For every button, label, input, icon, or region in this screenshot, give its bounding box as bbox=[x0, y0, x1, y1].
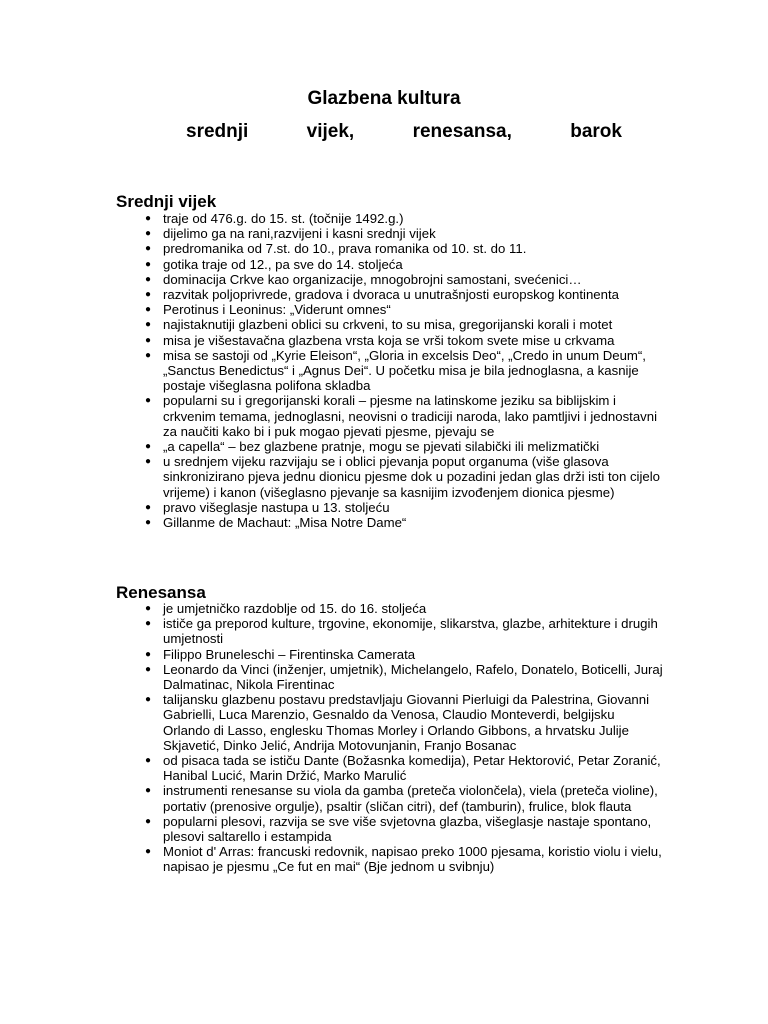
list-item-text: pravo višeglasje nastupa u 13. stoljeću bbox=[163, 499, 390, 515]
list-item-text: u srednjem vijeku razvijaju se i oblici pjevanja poput organuma (više glasova sinkronizirano pjeva jednu dionicu pjesme dok u pozadini jedan glas drži isti ton cijelo vrijeme) i kanon (višeglasno pjevanje sa kasnijim izvođenjem dionica pjesme) bbox=[163, 454, 661, 500]
section-heading-renesansa: Renesansa bbox=[116, 583, 206, 602]
bullet-icon: ● bbox=[145, 603, 152, 614]
bullet-list-srednji-vijek bbox=[145, 211, 665, 530]
list-item bbox=[145, 692, 665, 753]
list-item-text: dijelimo ga na rani,razvijeni i kasni srednji vijek bbox=[163, 226, 436, 242]
list-item bbox=[145, 844, 665, 874]
list-item-text: Filippo Bruneleschi – Firentinska Camerata bbox=[163, 646, 416, 662]
bullet-icon: ● bbox=[145, 618, 152, 630]
bullet-icon: ● bbox=[145, 319, 152, 331]
list-item bbox=[145, 439, 665, 454]
bullet-icon: ● bbox=[145, 815, 152, 827]
bullet-icon: ● bbox=[145, 694, 152, 706]
section-heading-srednji-vijek: Srednji vijek bbox=[116, 192, 217, 211]
bullet-icon: ● bbox=[145, 785, 152, 797]
bullet-icon: ● bbox=[145, 213, 152, 224]
bullet-icon: ● bbox=[145, 349, 152, 361]
list-item-text: ističe ga preporod kulture, trgovine, ekonomije, slikarstva, glazbe, arhitekture i drugih umjetnosti bbox=[163, 616, 658, 647]
list-item bbox=[145, 287, 665, 302]
list-item-text: Gillanme de Machaut: „Misa Notre Dame“ bbox=[163, 515, 407, 531]
list-item bbox=[145, 616, 665, 646]
document-title: Glazbena kultura bbox=[307, 88, 461, 109]
bullet-icon: ● bbox=[145, 273, 152, 285]
list-item-text: Perotinus i Leoninus: „Viderunt omnes“ bbox=[163, 302, 391, 318]
list-item bbox=[145, 241, 665, 256]
bullet-icon: ● bbox=[145, 441, 152, 453]
list-item bbox=[145, 753, 665, 783]
bullet-icon: ● bbox=[145, 243, 152, 255]
list-item bbox=[145, 317, 665, 332]
list-item-text: misa se sastoji od „Kyrie Eleison“, „Gloria in excelsis Deo“, „Credo in unum Deum“, „Sanctus Benedictus“ i „Agnus Dei“. U početku misa je bila jednoglasna, a kasnije postaje višeglasna polifona skladba bbox=[163, 347, 646, 394]
subtitle-word: renesansa, bbox=[412, 121, 512, 142]
bullet-icon: ● bbox=[145, 395, 152, 407]
list-item bbox=[145, 226, 665, 241]
bullet-icon: ● bbox=[145, 304, 152, 316]
bullet-icon: ● bbox=[145, 334, 152, 346]
bullet-list-renesansa bbox=[145, 601, 665, 875]
list-item bbox=[145, 302, 665, 317]
list-item-text: Leonardo da Vinci (inženjer, umjetnik), Michelangelo, Rafelo, Donatelo, Boticelli, Juraj Dalmatinac, Nikola Firentinac bbox=[163, 661, 663, 693]
list-item-text: je umjetničko razdoblje od 15. do 16. stoljeća bbox=[163, 601, 427, 616]
list-item bbox=[145, 211, 665, 226]
list-item-text: talijansku glazbenu postavu predstavljaju Giovanni Pierluigi da Palestrina, Giovanni Gabrielli, Luca Marenzio, Gesnaldo da Venosa, Claudio Monteverdi, belgijsku Orlando di Lasso, englesku Thomas Morley i Orlando Gibbons, a hrvatsku Julije Skjavetić, Dinko Jelić, Andrija Motovunjanin, Franjo Bosanac bbox=[163, 692, 650, 753]
bullet-icon: ● bbox=[145, 456, 152, 468]
subtitle-word: srednji bbox=[186, 121, 249, 142]
list-item bbox=[145, 814, 665, 844]
list-item bbox=[145, 515, 665, 530]
list-item bbox=[145, 601, 665, 616]
list-item bbox=[145, 662, 665, 692]
list-item-text: razvitak poljoprivrede, gradova i dvoraca u unutrašnjosti europskog kontinenta bbox=[163, 287, 619, 303]
list-item-text: predromanika od 7.st. do 10., prava romanika od 10. st. do 11. bbox=[163, 241, 527, 257]
list-item bbox=[145, 272, 665, 287]
list-item-text: Moniot d' Arras: francuski redovnik, napisao preko 1000 pjesama, koristio violu i vielu, napisao je pjesmu „Ce fut en mai“ (Bje jednom u svibnju) bbox=[163, 844, 662, 875]
list-item bbox=[145, 257, 665, 272]
bullet-icon: ● bbox=[145, 663, 152, 675]
list-item bbox=[145, 393, 665, 439]
bullet-icon: ● bbox=[145, 846, 152, 858]
list-item-text: instrumenti renesanse su viola da gamba (preteča violončela), viela (preteča violine), portativ (prenosive orgulje), psaltir (sličan citri), def (tamburin), frulice, blok flauta bbox=[163, 783, 658, 814]
document-subtitle bbox=[186, 121, 622, 143]
subtitle-word: barok bbox=[570, 121, 622, 142]
list-item-text: „a capella“ – bez glazbene pratnje, mogu se pjevati silabički ili melizmatički bbox=[163, 439, 600, 455]
list-item-text: misa je višestavačna glazbena vrsta koja se vrši tokom svete mise u crkvama bbox=[163, 332, 615, 348]
list-item-text: dominacija Crkve kao organizacije, mnogobrojni samostani, svećenici… bbox=[163, 271, 582, 287]
bullet-icon: ● bbox=[145, 648, 152, 660]
list-item bbox=[145, 500, 665, 515]
bullet-icon: ● bbox=[145, 258, 152, 270]
bullet-icon: ● bbox=[145, 228, 152, 240]
list-item-text: od pisaca tada se ističu Dante (Božasnka komedija), Petar Hektorović, Petar Zoranić, Hanibal Lucić, Marin Držić, Marko Marulić bbox=[163, 753, 661, 784]
subtitle-word: vijek, bbox=[306, 121, 355, 142]
list-item bbox=[145, 333, 665, 348]
list-item bbox=[145, 348, 665, 394]
list-item-text: najistaknutiji glazbeni oblici su crkveni, to su misa, gregorijanski korali i motet bbox=[163, 317, 613, 333]
list-item bbox=[145, 647, 665, 662]
list-item-text: popularni plesovi, razvija se sve više svjetovna glazba, višeglasje nastaje spontano, plesovi saltarello i estampida bbox=[163, 813, 652, 845]
bullet-icon: ● bbox=[145, 501, 152, 513]
bullet-icon: ● bbox=[145, 289, 152, 301]
bullet-icon: ● bbox=[145, 517, 152, 529]
list-item-text: popularni su i gregorijanski korali – pjesme na latinskome jeziku sa biblijskim i crkvenim temama, jednoglasni, neovisni o tradiciji naroda, lako pamtljivi i jednostavni za naučiti kako bi i puk mogao pjevati pjesme, pjevaju se bbox=[163, 393, 658, 439]
list-item bbox=[145, 454, 665, 500]
list-item-text: traje od 476.g. do 15. st. (točnije 1492.g.) bbox=[163, 211, 404, 226]
bullet-icon: ● bbox=[145, 755, 152, 767]
list-item-text: gotika traje od 12., pa sve do 14. stoljeća bbox=[163, 256, 403, 272]
list-item bbox=[145, 783, 665, 813]
